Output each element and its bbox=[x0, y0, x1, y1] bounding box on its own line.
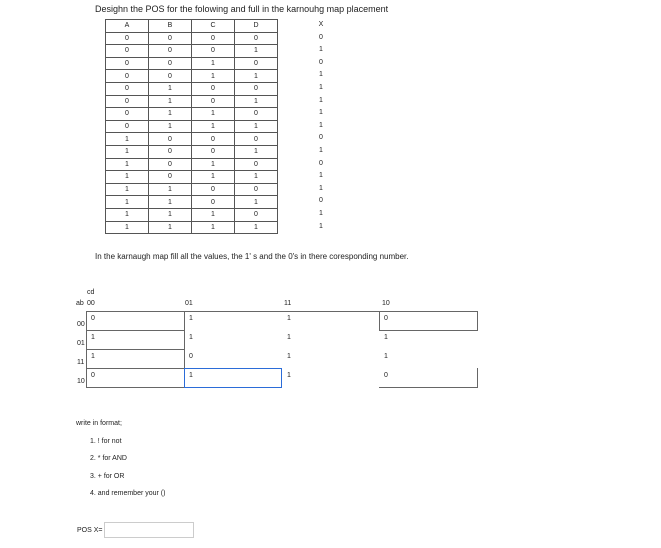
truth-table bbox=[105, 19, 278, 234]
table-cell: 1 bbox=[106, 208, 149, 221]
table-cell: 0 bbox=[149, 70, 192, 83]
table-cell: 0 bbox=[235, 133, 278, 146]
table-cell: 0 bbox=[235, 57, 278, 70]
table-cell: 1 bbox=[235, 196, 278, 209]
table-cell: 0 bbox=[106, 45, 149, 58]
kmap-cell[interactable]: 1 bbox=[189, 334, 193, 341]
table-cell: 0 bbox=[235, 208, 278, 221]
truth-table-header: D bbox=[235, 20, 278, 33]
table-cell: 0 bbox=[149, 145, 192, 158]
table-row bbox=[106, 45, 278, 58]
table-row bbox=[106, 57, 278, 70]
kmap-cell[interactable]: 0 bbox=[384, 315, 388, 322]
table-cell: 1 bbox=[235, 95, 278, 108]
kmap-cell[interactable]: 1 bbox=[287, 315, 291, 322]
table-cell: 0 bbox=[106, 70, 149, 83]
instruction-text: In the karnaugh map fill all the values, the 1' s and the 0's in there coresponding number. bbox=[95, 252, 409, 261]
truth-table-header: B bbox=[149, 20, 192, 33]
table-row bbox=[106, 221, 278, 234]
table-cell: 1 bbox=[106, 183, 149, 196]
col-header-11: 11 bbox=[284, 300, 292, 307]
table-cell: 0 bbox=[192, 145, 235, 158]
col-header-10: 10 bbox=[382, 300, 390, 307]
table-cell: 0 bbox=[235, 183, 278, 196]
kmap-cell[interactable]: 1 bbox=[287, 353, 291, 360]
row-header-10: 10 bbox=[77, 378, 85, 385]
table-row bbox=[106, 208, 278, 221]
table-cell: 1 bbox=[235, 120, 278, 133]
table-cell: 1 bbox=[192, 70, 235, 83]
table-cell: 1 bbox=[106, 196, 149, 209]
row-header-11: 11 bbox=[77, 359, 85, 366]
output-value: 1 bbox=[319, 172, 323, 180]
truth-table-header: A bbox=[106, 20, 149, 33]
output-value: 0 bbox=[319, 58, 323, 66]
table-cell: 0 bbox=[192, 32, 235, 45]
table-cell: 0 bbox=[235, 158, 278, 171]
kmap-cell[interactable]: 1 bbox=[189, 372, 193, 379]
table-cell: 0 bbox=[149, 171, 192, 184]
table-cell: 0 bbox=[149, 158, 192, 171]
output-value: 1 bbox=[319, 146, 323, 154]
kmap-cell[interactable]: 1 bbox=[384, 353, 388, 360]
table-cell: 1 bbox=[149, 95, 192, 108]
table-cell: 1 bbox=[149, 196, 192, 209]
table-row bbox=[106, 171, 278, 184]
kmap-cell[interactable]: 1 bbox=[91, 334, 95, 341]
kmap-cell[interactable]: 0 bbox=[91, 315, 95, 322]
table-cell: 1 bbox=[235, 171, 278, 184]
table-row bbox=[106, 183, 278, 196]
output-value: 1 bbox=[319, 46, 323, 54]
output-value: 1 bbox=[319, 71, 323, 79]
table-row bbox=[106, 82, 278, 95]
output-value: 0 bbox=[319, 134, 323, 142]
output-value: 1 bbox=[319, 209, 323, 217]
table-cell: 1 bbox=[149, 221, 192, 234]
table-cell: 0 bbox=[192, 183, 235, 196]
table-cell: 0 bbox=[149, 57, 192, 70]
output-header: X bbox=[318, 21, 324, 28]
table-cell: 1 bbox=[149, 208, 192, 221]
table-cell: 0 bbox=[235, 82, 278, 95]
format-item-not: 1. ! for not bbox=[90, 438, 122, 445]
kmap-cell[interactable]: 1 bbox=[287, 372, 291, 379]
table-cell: 0 bbox=[149, 45, 192, 58]
table-cell: 1 bbox=[149, 108, 192, 121]
table-row bbox=[106, 158, 278, 171]
kmap-cell[interactable]: 0 bbox=[384, 372, 388, 379]
table-cell: 1 bbox=[192, 208, 235, 221]
output-value: 1 bbox=[319, 96, 323, 104]
table-row bbox=[106, 196, 278, 209]
table-cell: 1 bbox=[192, 158, 235, 171]
output-value: 1 bbox=[319, 109, 323, 117]
table-cell: 0 bbox=[106, 120, 149, 133]
table-row bbox=[106, 145, 278, 158]
table-cell: 1 bbox=[192, 57, 235, 70]
table-cell: 1 bbox=[149, 82, 192, 95]
format-heading: write in format; bbox=[76, 420, 122, 427]
table-row bbox=[106, 108, 278, 121]
table-cell: 0 bbox=[106, 32, 149, 45]
output-column bbox=[313, 19, 329, 233]
table-cell: 1 bbox=[235, 221, 278, 234]
table-cell: 0 bbox=[235, 32, 278, 45]
table-cell: 0 bbox=[192, 133, 235, 146]
table-cell: 1 bbox=[106, 221, 149, 234]
table-cell: 1 bbox=[192, 108, 235, 121]
table-cell: 0 bbox=[192, 95, 235, 108]
cd-label: cd bbox=[87, 289, 95, 296]
table-cell: 1 bbox=[106, 171, 149, 184]
table-cell: 0 bbox=[106, 82, 149, 95]
table-cell: 0 bbox=[192, 196, 235, 209]
kmap-active-cell[interactable] bbox=[184, 368, 282, 388]
ab-label: ab bbox=[76, 300, 84, 307]
row-header-01: 01 bbox=[77, 340, 85, 347]
output-value: 1 bbox=[319, 121, 323, 129]
output-value: 0 bbox=[319, 159, 323, 167]
table-cell: 1 bbox=[192, 221, 235, 234]
kmap-cell[interactable]: 1 bbox=[189, 315, 193, 322]
output-value: 1 bbox=[319, 83, 323, 91]
kmap-cell[interactable]: 1 bbox=[287, 334, 291, 341]
col-header-00: 00 bbox=[87, 300, 95, 307]
table-cell: 1 bbox=[235, 145, 278, 158]
table-cell: 0 bbox=[235, 108, 278, 121]
table-cell: 1 bbox=[106, 133, 149, 146]
answer-label: POS X= bbox=[77, 527, 103, 534]
output-value: 0 bbox=[319, 197, 323, 205]
table-row bbox=[106, 70, 278, 83]
table-cell: 1 bbox=[106, 145, 149, 158]
output-value: 0 bbox=[319, 33, 323, 41]
table-cell: 0 bbox=[192, 45, 235, 58]
format-item-parentheses: 4. and remember your () bbox=[90, 490, 166, 497]
table-cell: 1 bbox=[192, 171, 235, 184]
question-title: Desighn the POS for the folowing and full in the karnouhg map placement bbox=[95, 4, 389, 14]
table-cell: 0 bbox=[192, 82, 235, 95]
truth-table-header: C bbox=[192, 20, 235, 33]
kmap-cell[interactable]: 1 bbox=[91, 353, 95, 360]
table-row bbox=[106, 32, 278, 45]
table-cell: 0 bbox=[106, 57, 149, 70]
kmap-cell[interactable]: 0 bbox=[91, 372, 95, 379]
kmap-cell[interactable]: 1 bbox=[384, 334, 388, 341]
table-row bbox=[106, 95, 278, 108]
table-cell: 0 bbox=[106, 108, 149, 121]
table-cell: 1 bbox=[192, 120, 235, 133]
table-row bbox=[106, 133, 278, 146]
table-cell: 0 bbox=[149, 32, 192, 45]
table-cell: 0 bbox=[149, 133, 192, 146]
pos-answer-input[interactable] bbox=[104, 522, 194, 538]
table-cell: 1 bbox=[106, 158, 149, 171]
table-row bbox=[106, 120, 278, 133]
table-cell: 1 bbox=[149, 120, 192, 133]
table-cell: 1 bbox=[235, 70, 278, 83]
table-cell: 1 bbox=[235, 45, 278, 58]
format-item-or: 3. + for OR bbox=[90, 473, 125, 480]
table-cell: 0 bbox=[106, 95, 149, 108]
row-header-00: 00 bbox=[77, 321, 85, 328]
format-item-and: 2. * for AND bbox=[90, 455, 127, 462]
output-value: 1 bbox=[319, 184, 323, 192]
output-value: 1 bbox=[319, 222, 323, 230]
table-cell: 1 bbox=[149, 183, 192, 196]
col-header-01: 01 bbox=[185, 300, 193, 307]
kmap-cell[interactable]: 0 bbox=[189, 353, 193, 360]
